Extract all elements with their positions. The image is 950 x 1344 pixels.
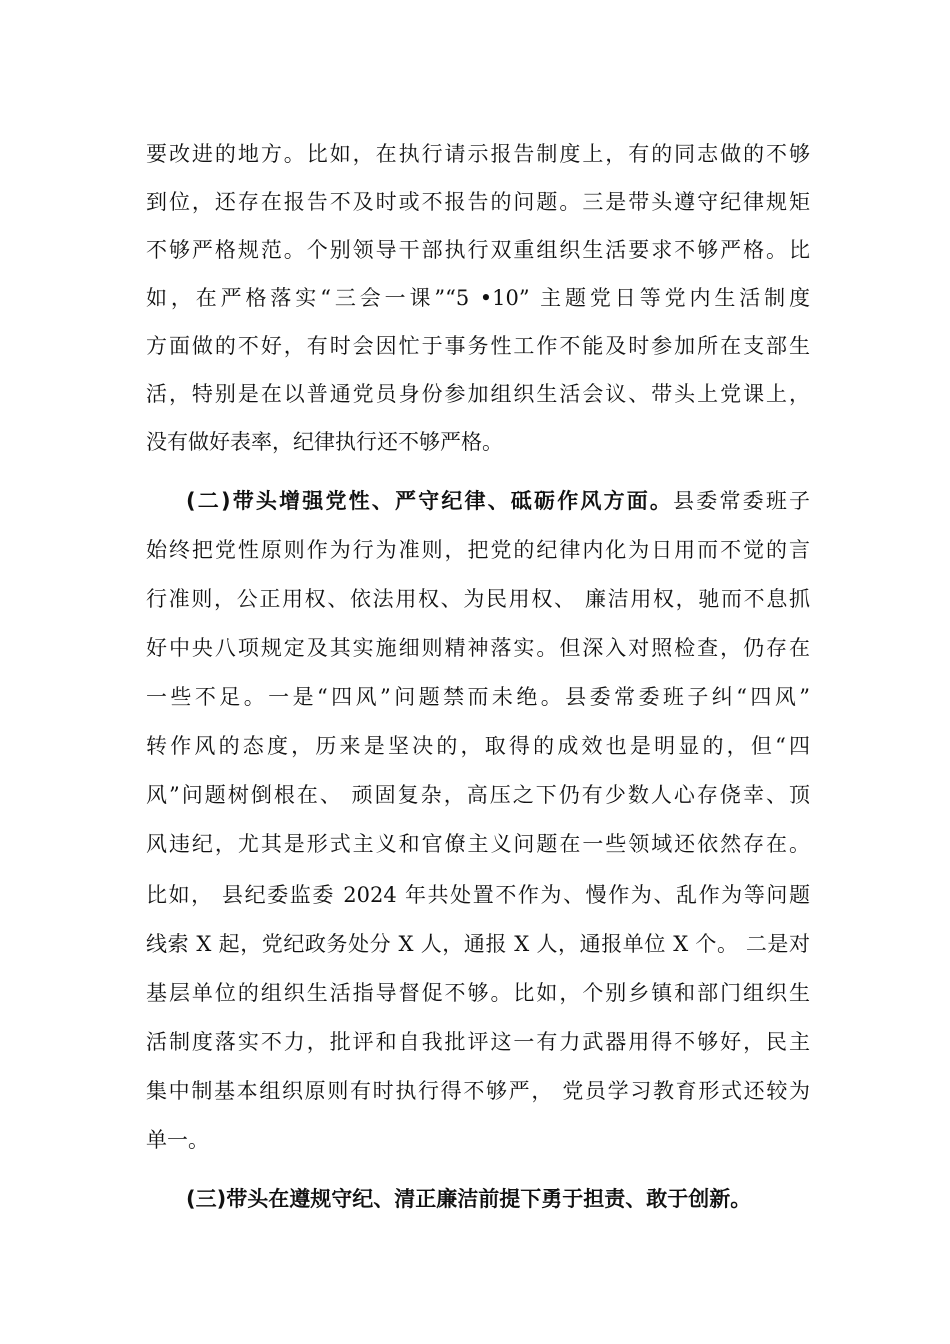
text-line: 没有做好表率，纪律执行还不够严格。 [146,430,503,454]
text-line: 活，特别是在以普通党员身份参加组织生活会议、带头上党课上， [146,382,810,406]
text-line: 不够严格规范。个别领导干部执行双重组织生活要求不够严格。比 [146,238,810,262]
text-line: 风”问题树倒根在、 顽固复杂，高压之下仍有少数人心存侥幸、顶 [146,783,810,807]
text-line: 一些不足。一是“四风”问题禁而未绝。县委常委班子纠“四风” [146,685,810,709]
text-line: 始终把党性原则作为行为准则，把党的纪律内化为日用而不觉的言 [146,538,810,562]
text-line: 方面做的不好，有时会因忙于事务性工作不能及时参加所在支部生 [146,334,810,358]
section-heading-3: (三)带头在遵规守纪、清正廉洁前提下勇于担责、敢于创新。 [186,1187,752,1211]
text-span: 县委常委班子 [673,489,810,513]
text-line: 活制度落实不力，批评和自我批评这一有力武器用得不够好，民主 [146,1030,810,1054]
text-line: 基层单位的组织生活指导督促不够。比如，个别乡镇和部门组织生 [146,981,810,1005]
text-line: 如，在严格落实“三会一课”“5 •10” 主题党日等党内生活制度 [146,286,810,310]
text-line: 风违纪，尤其是形式主义和官僚主义问题在一些领域还依然存在。 [146,832,810,856]
text-line: 线索 X 起，党纪政务处分 X 人，通报 X 人，通报单位 X 个。 二是对 [146,932,810,956]
text-line: 转作风的态度，历来是坚决的，取得的成效也是明显的，但“四 [146,734,810,758]
text-line: 到位，还存在报告不及时或不报告的问题。三是带头遵守纪律规矩 [146,190,810,214]
paragraph-first-line [186,481,810,521]
text-line: 要改进的地方。比如，在执行请示报告制度上，有的同志做的不够 [146,142,810,166]
text-line: 集中制基本组织原则有时执行得不够严， 党员学习教育形式还较为 [146,1079,810,1103]
text-line: 单一。 [146,1128,209,1152]
text-line: 好中央八项规定及其实施细则精神落实。但深入对照检查，仍存在 [146,636,810,660]
section-heading-2: (二)带头增强党性、严守纪律、砥砺作风方面。 [186,489,674,513]
text-line: 比如， 县纪委监委 2024 年共处置不作为、慢作为、乱作为等问题 [146,883,810,907]
text-line: 行准则，公正用权、依法用权、为民用权、 廉洁用权，驰而不息抓 [146,587,810,611]
